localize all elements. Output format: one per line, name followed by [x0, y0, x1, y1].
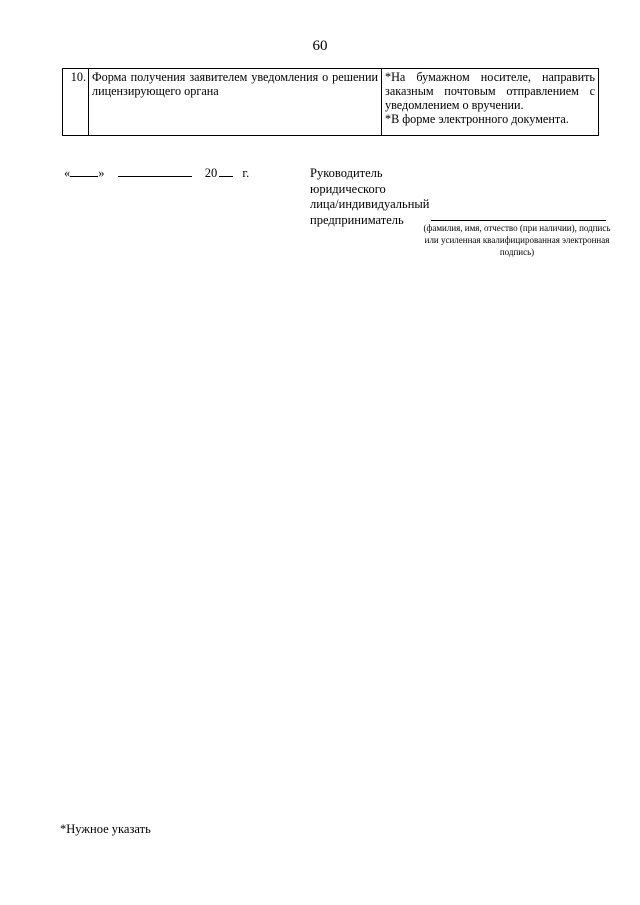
signature-line — [431, 220, 606, 221]
signer-line: юридического — [310, 181, 386, 196]
signature-caption: (фамилия, имя, отчество (при наличии), подпись или усиленная квалифицированная электронная подпись) — [423, 223, 611, 257]
value-option-paper: *На бумажном носителе, направить заказным почтовым отправлением с уведомлением о вручении. — [385, 70, 595, 112]
row-number: 10. — [63, 69, 89, 136]
footnote: *Нужное указать — [60, 822, 151, 836]
date-close-quote: » — [98, 166, 105, 180]
value-option-electronic: *В форме электронного документа. — [385, 112, 569, 126]
signer-title — [310, 166, 430, 228]
year-prefix: 20 — [204, 166, 218, 180]
date-line — [64, 166, 249, 181]
signer-line: предприниматель — [310, 212, 404, 227]
row-label: Форма получения заявителем уведомления о решении лицензирующего органа — [89, 69, 382, 136]
day-blank — [70, 166, 98, 177]
signer-line: лица/индивидуальный — [310, 197, 430, 211]
date-open-quote: « — [64, 166, 71, 180]
year-suffix: г. — [242, 166, 250, 180]
row-value — [382, 69, 599, 136]
month-blank — [118, 166, 192, 177]
table-row — [63, 69, 599, 136]
signer-line: Руководитель — [310, 166, 383, 180]
page-number: 60 — [312, 38, 328, 54]
form-table — [62, 68, 599, 136]
year-blank — [219, 166, 233, 177]
